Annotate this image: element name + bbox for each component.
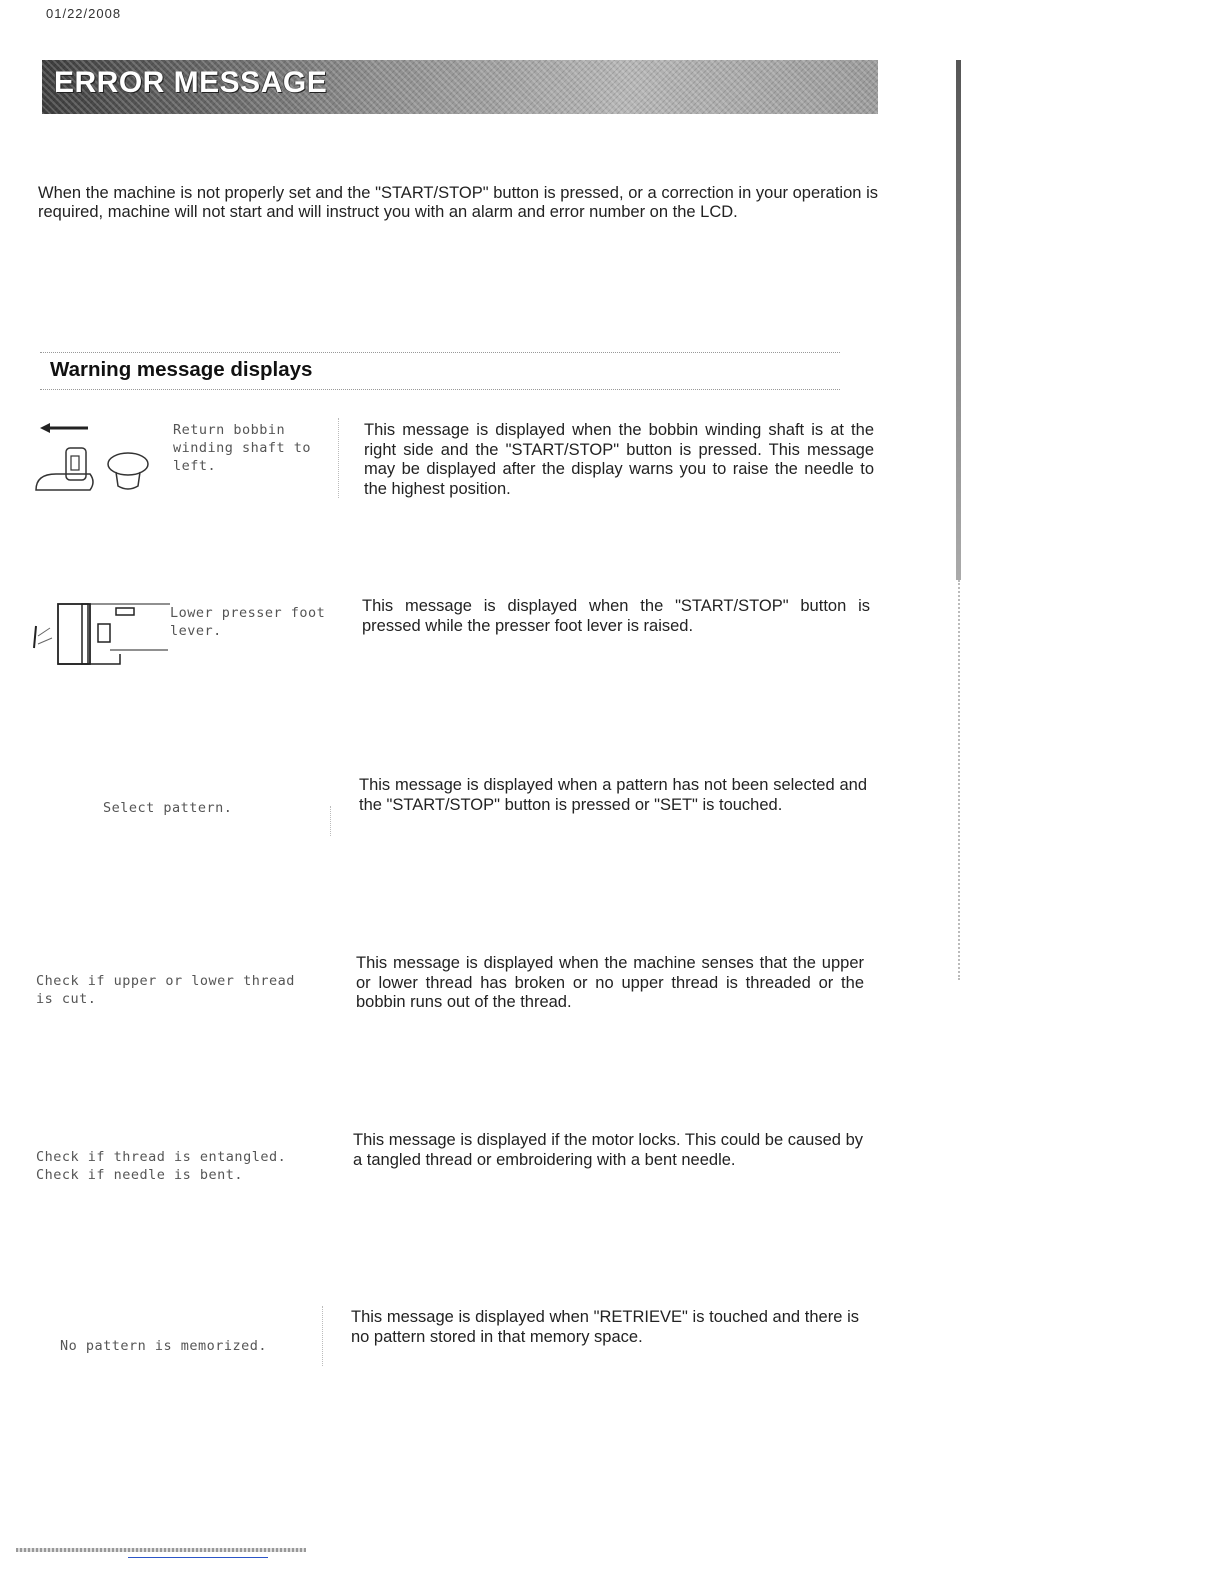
bobbin-winder-icon bbox=[30, 420, 160, 500]
message-description: This message is displayed when "RETRIEVE" is touched and there is no pattern stored in that memory space. bbox=[351, 1308, 859, 1346]
divider bbox=[40, 389, 840, 390]
message-description: This message is displayed when the bobbin winding shaft is at the right side and the "START/STOP" button is pressed. This message may be displayed after the display warns you to raise the needle to the highest position. bbox=[364, 421, 874, 498]
lcd-message: Select pattern. bbox=[103, 800, 233, 816]
section-banner bbox=[42, 60, 878, 114]
divider bbox=[322, 1306, 324, 1366]
message-description: This message is displayed when the machine senses that the upper or lower thread has broken or no upper thread is threaded or the bobbin runs out of the thread. bbox=[356, 954, 864, 1011]
message-description: This message is displayed if the motor locks. This could be caused by a tangled thread or embroidering with a bent needle. bbox=[353, 1131, 863, 1169]
section-title: Warning message displays bbox=[50, 358, 313, 381]
intro-paragraph: When the machine is not properly set and the "START/STOP" button is pressed, or a correction in your operation is required, machine will not start and will instruct you with an alarm and error number on the LCD. bbox=[38, 184, 878, 221]
message-description: This message is displayed when the "START/STOP" button is pressed while the presser foot lever is raised. bbox=[362, 597, 870, 635]
banner-title: ERROR MESSAGE bbox=[54, 66, 328, 99]
lcd-message: Check if thread is entangled. Check if needle is bent. bbox=[36, 1149, 287, 1183]
scan-edge bbox=[16, 1548, 306, 1552]
scan-edge bbox=[956, 60, 961, 580]
divider bbox=[330, 806, 332, 836]
divider bbox=[40, 352, 840, 353]
page-date: 01/22/2008 bbox=[46, 6, 122, 21]
lcd-message: Lower presser foot lever. bbox=[170, 605, 326, 639]
presser-foot-lever-icon bbox=[30, 598, 170, 668]
lcd-message: Check if upper or lower thread is cut. bbox=[36, 973, 295, 1007]
lcd-message: No pattern is memorized. bbox=[60, 1338, 268, 1354]
scan-edge bbox=[128, 1557, 268, 1558]
message-description: This message is displayed when a pattern has not been selected and the "START/STOP" button is pressed or "SET" is touched. bbox=[359, 776, 867, 814]
divider bbox=[338, 418, 340, 498]
scan-edge bbox=[958, 580, 962, 980]
lcd-message: Return bobbin winding shaft to left. bbox=[173, 422, 312, 474]
